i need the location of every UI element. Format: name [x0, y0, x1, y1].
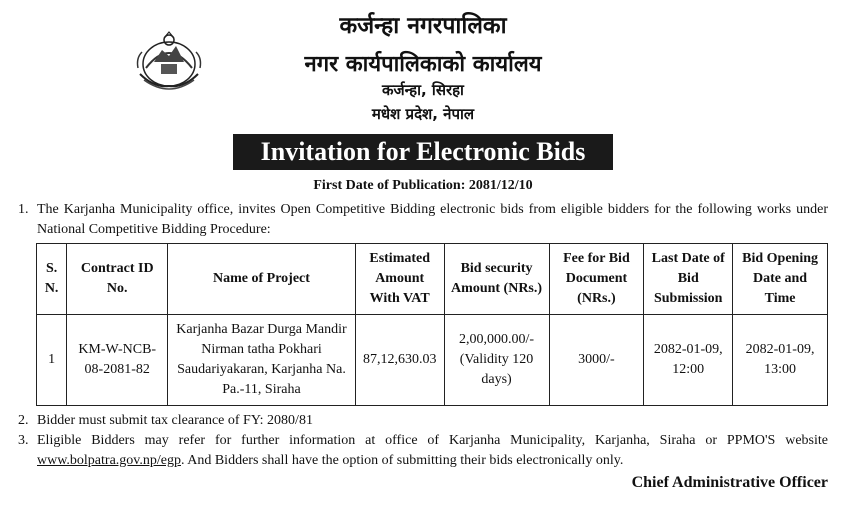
col-header-project: Name of Project	[168, 244, 356, 315]
col-header-security: Bid security Amount (NRs.)	[444, 244, 549, 315]
municipality-name: कर्जन्हा नगरपालिका	[339, 13, 507, 39]
ppmo-website-link[interactable]: www.bolpatra.gov.np/egp	[37, 453, 181, 468]
cell-sn: 1	[37, 315, 67, 406]
cell-last-date: 2082-01-09, 12:00	[644, 315, 733, 406]
col-header-opening: Bid Opening Date and Time	[733, 244, 828, 315]
cell-opening: 2082-01-09, 13:00	[733, 315, 828, 406]
item-text: Bidder must submit tax clearance of FY: 2080/81	[37, 413, 313, 428]
col-header-contract-id: Contract ID No.	[67, 244, 168, 315]
notice-item-3	[18, 431, 828, 471]
item-number: 1.	[18, 202, 29, 217]
office-name: नगर कार्यपालिकाको कार्यालय	[304, 52, 542, 77]
cell-amount: 87,12,630.03	[355, 315, 444, 406]
item-text-part: . And Bidders shall have the option of submitting their bids electronically only.	[181, 453, 624, 468]
signature: Chief Administrative Officer	[631, 474, 828, 491]
table-row	[37, 315, 828, 406]
cell-contract-id: KM-W-NCB-08-2081-82	[67, 315, 168, 406]
office-address: कर्जन्हा, सिरहा	[382, 81, 464, 99]
col-header-fee: Fee for Bid Document (NRs.)	[549, 244, 644, 315]
item-text	[37, 431, 828, 471]
col-header-amount: Estimated Amount With VAT	[355, 244, 444, 315]
notice-item-2	[18, 411, 828, 431]
bid-table	[36, 243, 828, 406]
table-header-row	[37, 244, 828, 315]
item-number: 2.	[18, 413, 29, 428]
cell-project: Karjanha Bazar Durga Mandir Nirman tatha Pokhari Saudariyakaran, Karjanha Na. Pa.-11, Siraha	[168, 315, 356, 406]
cell-security: 2,00,000.00/- (Validity 120 days)	[444, 315, 549, 406]
item-text: The Karjanha Municipality office, invites Open Competitive Bidding electronic bids from eligible bidders for the following works under National Competitive Bidding Procedure:	[37, 202, 828, 237]
cell-fee: 3000/-	[549, 315, 644, 406]
publication-date: First Date of Publication: 2081/12/10	[313, 178, 533, 193]
col-header-last-date: Last Date of Bid Submission	[644, 244, 733, 315]
item-number: 3.	[18, 433, 29, 448]
item-text-part: Eligible Bidders may refer for further information at office of Karjanha Municipality, Karjanha, Siraha or PPMO'S website	[37, 433, 828, 448]
col-header-sn: S. N.	[37, 244, 67, 315]
province-country: मधेश प्रदेश, नेपाल	[371, 105, 475, 123]
notice-title: Invitation for Electronic Bids	[233, 134, 613, 170]
notice-item-1	[18, 200, 828, 240]
